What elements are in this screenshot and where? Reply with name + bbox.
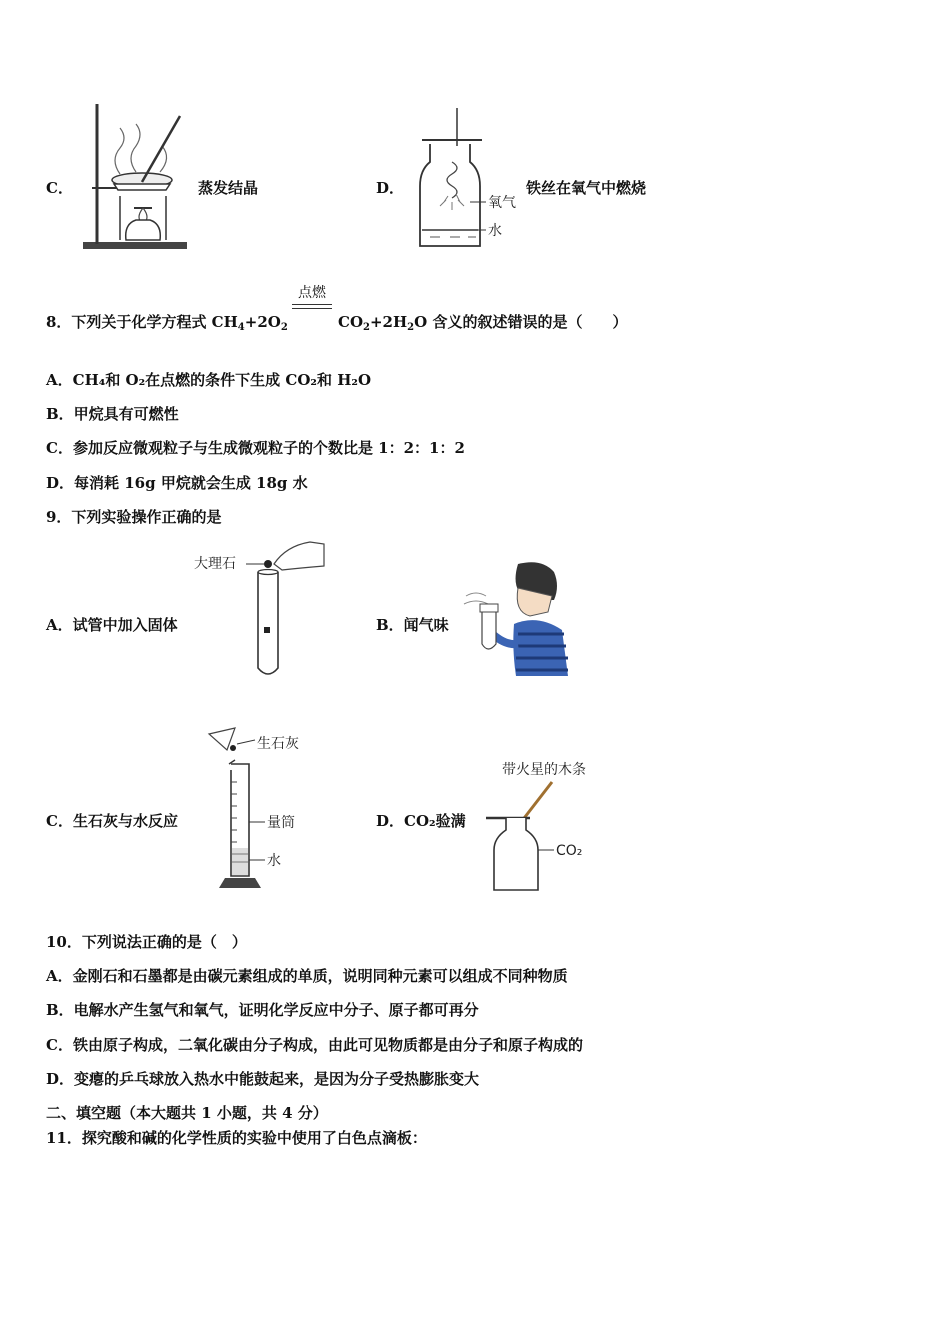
equation-double-line xyxy=(292,304,332,309)
q7-option-d-letter: D． xyxy=(376,179,405,197)
q9-option-d: D．CO₂验满 xyxy=(376,812,466,830)
q7-option-c-text: 蒸发结晶 xyxy=(198,179,259,197)
fig-label-quicklime: 生石灰 xyxy=(257,736,299,752)
q11-stem: 11．探究酸和碱的化学性质的实验中使用了白色点滴板： xyxy=(46,1129,427,1147)
graduated-cylinder-figure xyxy=(205,726,325,896)
q9-option-a: A．试管中加入固体 xyxy=(46,616,178,634)
fig-label-water-2: 水 xyxy=(267,853,281,869)
fig-label-co2: CO₂ xyxy=(556,843,583,859)
fig-label-glowing-stick: 带火星的木条 xyxy=(502,762,586,778)
q8-stem: 8．下列关于化学方程式 $CH_4+2O_2$ xyxy=(46,313,288,333)
reaction-condition-text: 点燃 xyxy=(298,285,326,301)
q8-option-b: B．甲烷具有可燃性 xyxy=(46,405,179,423)
q8-option-d: D．每消耗 16g 甲烷就会生成 18g 水 xyxy=(46,474,308,492)
q8-option-a: A．CH₄和 O₂在点燃的条件下生成 CO₂和 H₂O xyxy=(46,371,372,389)
q9-option-b: B．闻气味 xyxy=(376,616,449,634)
q8-stem-suffix: $CO_2+2H_2O$ 含义的叙述错误的是（ ） xyxy=(338,313,628,333)
fig-label-oxygen: 氧气 xyxy=(488,195,516,211)
q9-option-c: C．生石灰与水反应 xyxy=(46,812,178,830)
test-tube-solid-figure xyxy=(190,536,330,680)
q10-option-d: D．变瘪的乒乓球放入热水中能鼓起来，是因为分子受热膨胀变大 xyxy=(46,1070,480,1088)
q9-stem: 9．下列实验操作正确的是 xyxy=(46,508,222,526)
q7-option-d-text: 铁丝在氧气中燃烧 xyxy=(526,179,647,197)
q10-stem: 10．下列说法正确的是（ ） xyxy=(46,933,247,951)
q10-option-b: B．电解水产生氢气和氧气，证明化学反应中分子、原子都可再分 xyxy=(46,1001,479,1019)
fig-label-water: 水 xyxy=(488,223,502,239)
q10-option-c: C．铁由原子构成，二氧化碳由分子构成，由此可见物质都是由分子和原子构成的 xyxy=(46,1036,583,1054)
fig-label-cylinder: 量筒 xyxy=(267,815,295,831)
fig-label-marble: 大理石 xyxy=(194,556,236,572)
q8-stem-prefix: 8．下列关于化学方程式 CH xyxy=(46,313,238,331)
q8-option-c: C．参加反应微观粒子与生成微观粒子的个数比是 1：2：1：2 xyxy=(46,439,465,457)
iron-wire-combustion-figure xyxy=(410,106,530,252)
q10-option-a: A．金刚石和石墨都是由碳元素组成的单质，说明同种元素可以组成不同种物质 xyxy=(46,967,568,985)
co2-full-test-figure xyxy=(484,756,624,898)
evaporation-apparatus-figure xyxy=(80,100,190,255)
reaction-condition xyxy=(292,284,332,309)
smelling-gas-figure xyxy=(458,560,573,680)
q7-option-c-letter: C． xyxy=(46,179,73,197)
section-2-heading: 二、填空题（本大题共 1 小题，共 4 分） xyxy=(46,1104,328,1122)
